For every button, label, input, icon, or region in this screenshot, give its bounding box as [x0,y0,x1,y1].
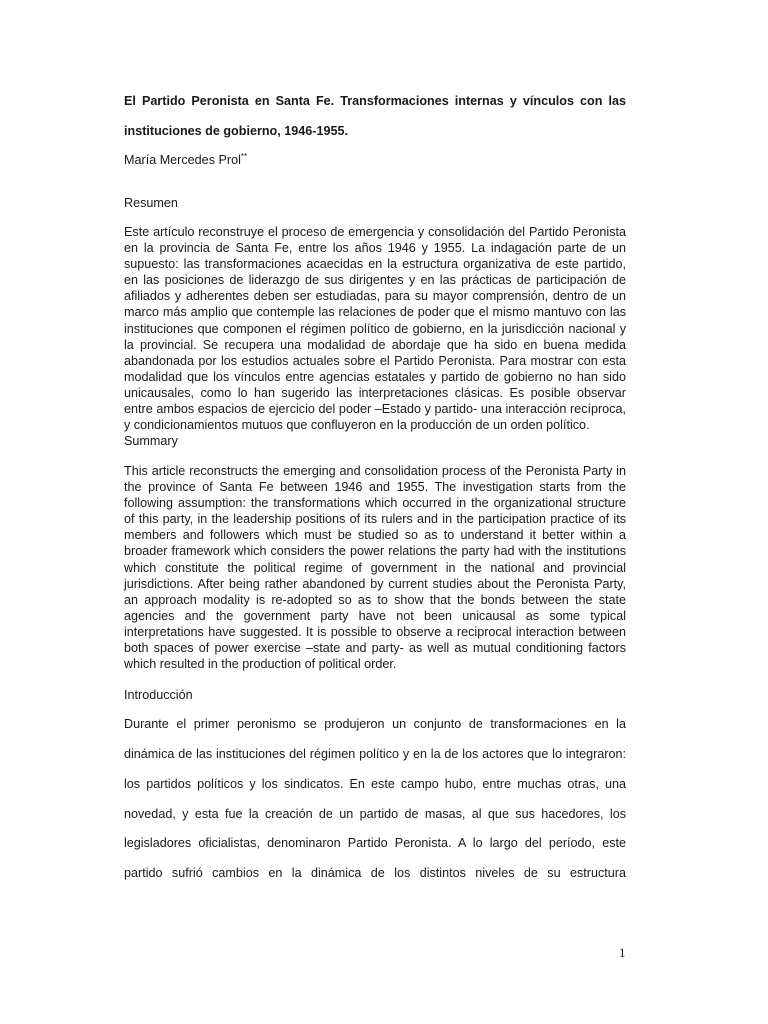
page-number: 1 [619,945,626,960]
author-name-text: María Mercedes Prol [124,153,241,167]
introduccion-heading: Introducción [124,688,193,702]
introduccion-line: legisladores oficialistas, denominaron Partido Peronista. A lo largo del período, este [124,836,626,850]
introduccion-line: novedad, y esta fue la creación de un partido de masas, al que sus hacedores, los [124,807,626,821]
author-name [124,152,247,168]
document-title-line-2: instituciones de gobierno, 1946-1955. [124,124,348,138]
introduccion-line: Durante el primer peronismo se produjeron un conjunto de transformaciones en la [124,717,626,731]
summary-heading: Summary [124,434,178,448]
introduccion-line: dinámica de las instituciones del régimen político y en la de los actores que lo integraron: [124,747,626,761]
introduccion-line: partido sufrió cambios en la dinámica de los distintos niveles de su estructura [124,866,626,880]
author-footnote-marker: ** [240,151,248,161]
document-title-line-1: El Partido Peronista en Santa Fe. Transformaciones internas y vínculos con las [124,94,626,108]
summary-body: This article reconstructs the emerging and consolidation process of the Peronista Party in the province of Santa Fe between 1946 and 1955. The investigation starts from the following assumption: the transformations which occurred in the organizational structure of this party, in the leadership positions of its rulers and in the participation practice of its members and followers which must be studied so as to understand it better within a broader framework which considers the power relations the party had with the institutions which constitute the political regime of government in the national and provincial jurisdictions. After being rather abandoned by current studies about the Peronista Party, an approach modality is re-adopted so as to show that the bonds between the state agencies and the government party have not been unicausal as some typical interpretations have suggested. It is possible to observe a reciprocal interaction between both spaces of power exercise –state and party- as well as mutual conditioning factors which resulted in the production of political order. [124,464,626,672]
introduccion-line: los partidos políticos y los sindicatos. En este campo hubo, entre muchas otras, una [124,777,626,791]
resumen-heading: Resumen [124,196,178,210]
resumen-body: Este artículo reconstruye el proceso de emergencia y consolidación del Partido Peronista en la provincia de Santa Fe, entre los años 1946 y 1955. La indagación parte de un supuesto: las transformaciones acaecidas en la estructura organizativa de este partido, en las posiciones de liderazgo de sus dirigentes y en las prácticas de participación de afiliados y adherentes deben ser estudiadas, para su mayor comprensión, dentro de un marco más amplio que contemple las relaciones de poder que el mismo mantuvo con las instituciones que componen el régimen político de gobierno, en la jurisdicción nacional y la provincial. Se recupera una modalidad de abordaje que ha sido en buena medida abandonada por los estudios actuales sobre el Partido Peronista. Para mostrar con esta modalidad que los vínculos entre agencias estatales y partido de gobierno no han sido unicausales, como lo han sugerido las interpretaciones clásicas. Es posible observar entre ambos espacios de ejercicio del poder –Estado y partido- una interacción recíproca, y condicionamientos mutuos que confluyeron en la producción de un orden político. [124,225,626,433]
